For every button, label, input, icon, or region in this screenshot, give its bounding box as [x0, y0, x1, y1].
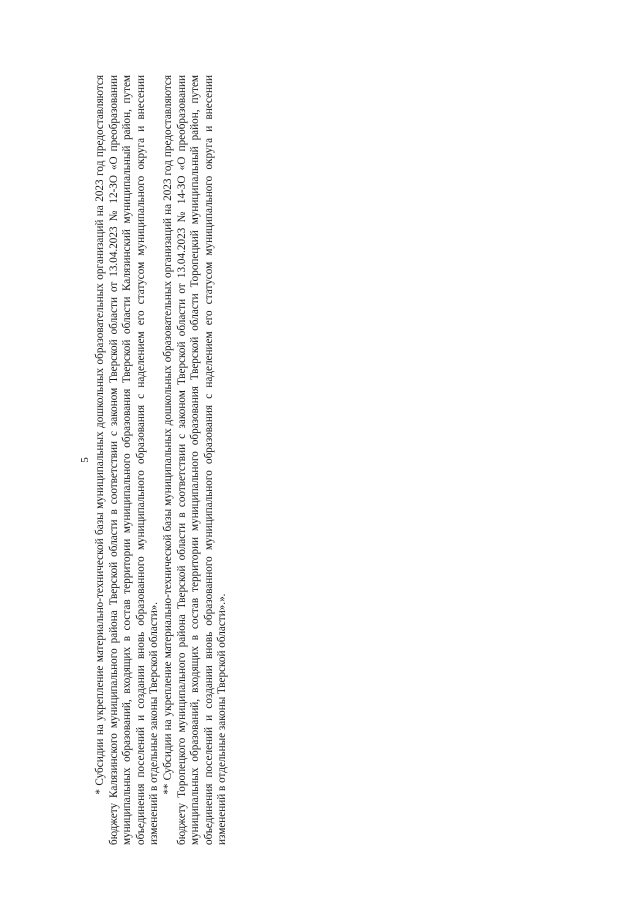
- footnotes-block: [94, 75, 230, 845]
- footnote-double-asterisk: ** Субсидии на укрепление материально-технической базы муниципальных дошкольных образовательных организаций на 2023 год предоставляются бюджету Торопецкого муниципального района Тверской области в соответствии с законом Тверской области от 13.04.2023 № 14-ЗО «О преобразовании муниципальных образований, входящих в состав территории муниципального образования Тверской области Торопецкий муниципальный район, путем объединения поселений и создании вновь образованного муниципального образования с наделением его статусом муниципального округа и внесении изменений в отдельные законы Тверской области».».: [161, 75, 229, 845]
- page-number: 5: [79, 457, 91, 463]
- rotated-document-page: [78, 75, 308, 845]
- footnote-single-asterisk: * Субсидии на укрепление материально-технической базы муниципальных дошкольных образовательных организаций на 2023 год предоставляются бюджету Калязинского муниципального района Тверской области в соответствии с законом Тверской области от 13.04.2023 № 12-ЗО «О преобразовании муниципальных образований, входящих в состав территории муниципального образования Тверской области Калязинский муниципальный район, путем объединения поселений и создании вновь образованного муниципального образования с наделением его статусом муниципального округа и внесении изменений в отдельные законы Тверской области».: [94, 75, 161, 845]
